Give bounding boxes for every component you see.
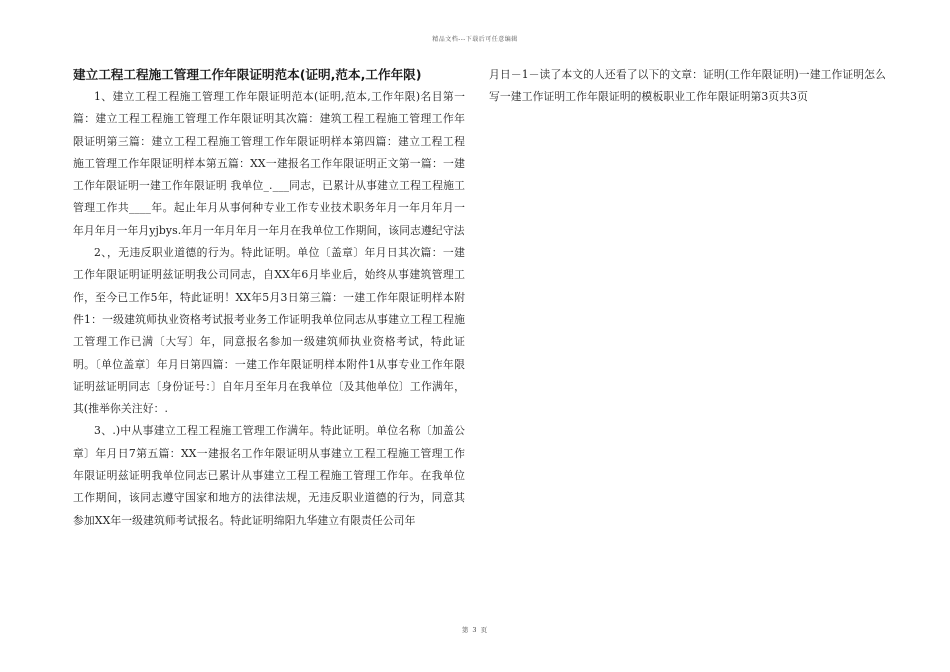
left-column: [73, 64, 465, 532]
page-header: 精品文档---下载后可任意编辑: [432, 36, 518, 43]
document-title: 建立工程工程施工管理工作年限证明范本(证明,范本,工作年限): [73, 67, 422, 82]
paragraph-3: 3、.)中从事建立工程工程施工管理工作满年。特此证明。单位名称〔加盖公章〕年月日7第五篇：XX一建报名工作年限证明从事建立工程工程施工管理工作年限证明兹证明我单位同志已累计从事建立工程工程施工管理工作年。在我单位工作期间，该同志遵守国家和地方的法律法规，无违反职业道德的行为，同意其参加XX年一级建筑师考试报名。特此证明绵阳九华建立有限责任公司年: [73, 424, 465, 527]
paragraph-2: 2、，无违反职业道德的行为。特此证明。单位〔盖章〕年月日其次篇：一建工作年限证明证明兹证明我公司同志，自XX年6月毕业后，始终从事建筑管理工作，至今已工作5年，特此证明！XX年5月3日第三篇：一建工作年限证明样本附件1：一级建筑师执业资格考试报考业务工作证明我单位同志从事建立工程工程施工管理工作已满〔大写〕年，同意报名参加一级建筑师执业资格考试，特此证明。〔单位盖章〕年月日第四篇：一建工作年限证明样本附件1从事专业工作年限证明兹证明同志〔身份证号：〕自年月至年月在我单位〔及其他单位〕工作满年，其(推举你关注好：.: [73, 246, 465, 416]
right-column: [489, 64, 889, 109]
right-column-text: 月日－1－读了本文的人还看了以下的文章：证明(工作年限证明)一建工作证明怎么写一建工作证明工作年限证明的模板职业工作年限证明第3页共3页: [489, 68, 886, 104]
paragraph-1: 1、建立工程工程施工管理工作年限证明范本(证明,范本,工作年限)名目第一篇：建立工程工程施工管理工作年限证明其次篇：建筑工程工程施工管理工作年限证明第三篇：建立工程工程施工管理工作年限证明样本第四篇：建立工程工程施工管理工作年限证明样本第五篇：XX一建报名工作年限证明正文第一篇：一建工作年限证明一建工作年限证明 我单位_.___同志，已累计从事建立工程工程施工管理工作共____年。起止年月从事何种专业工作专业技术职务年月一年月年月一年月年月一年月yjbys.年月一年月年月一年月在我单位工作期间，该同志遵纪守法: [73, 90, 465, 237]
page-footer: 第 3 页: [461, 626, 489, 634]
